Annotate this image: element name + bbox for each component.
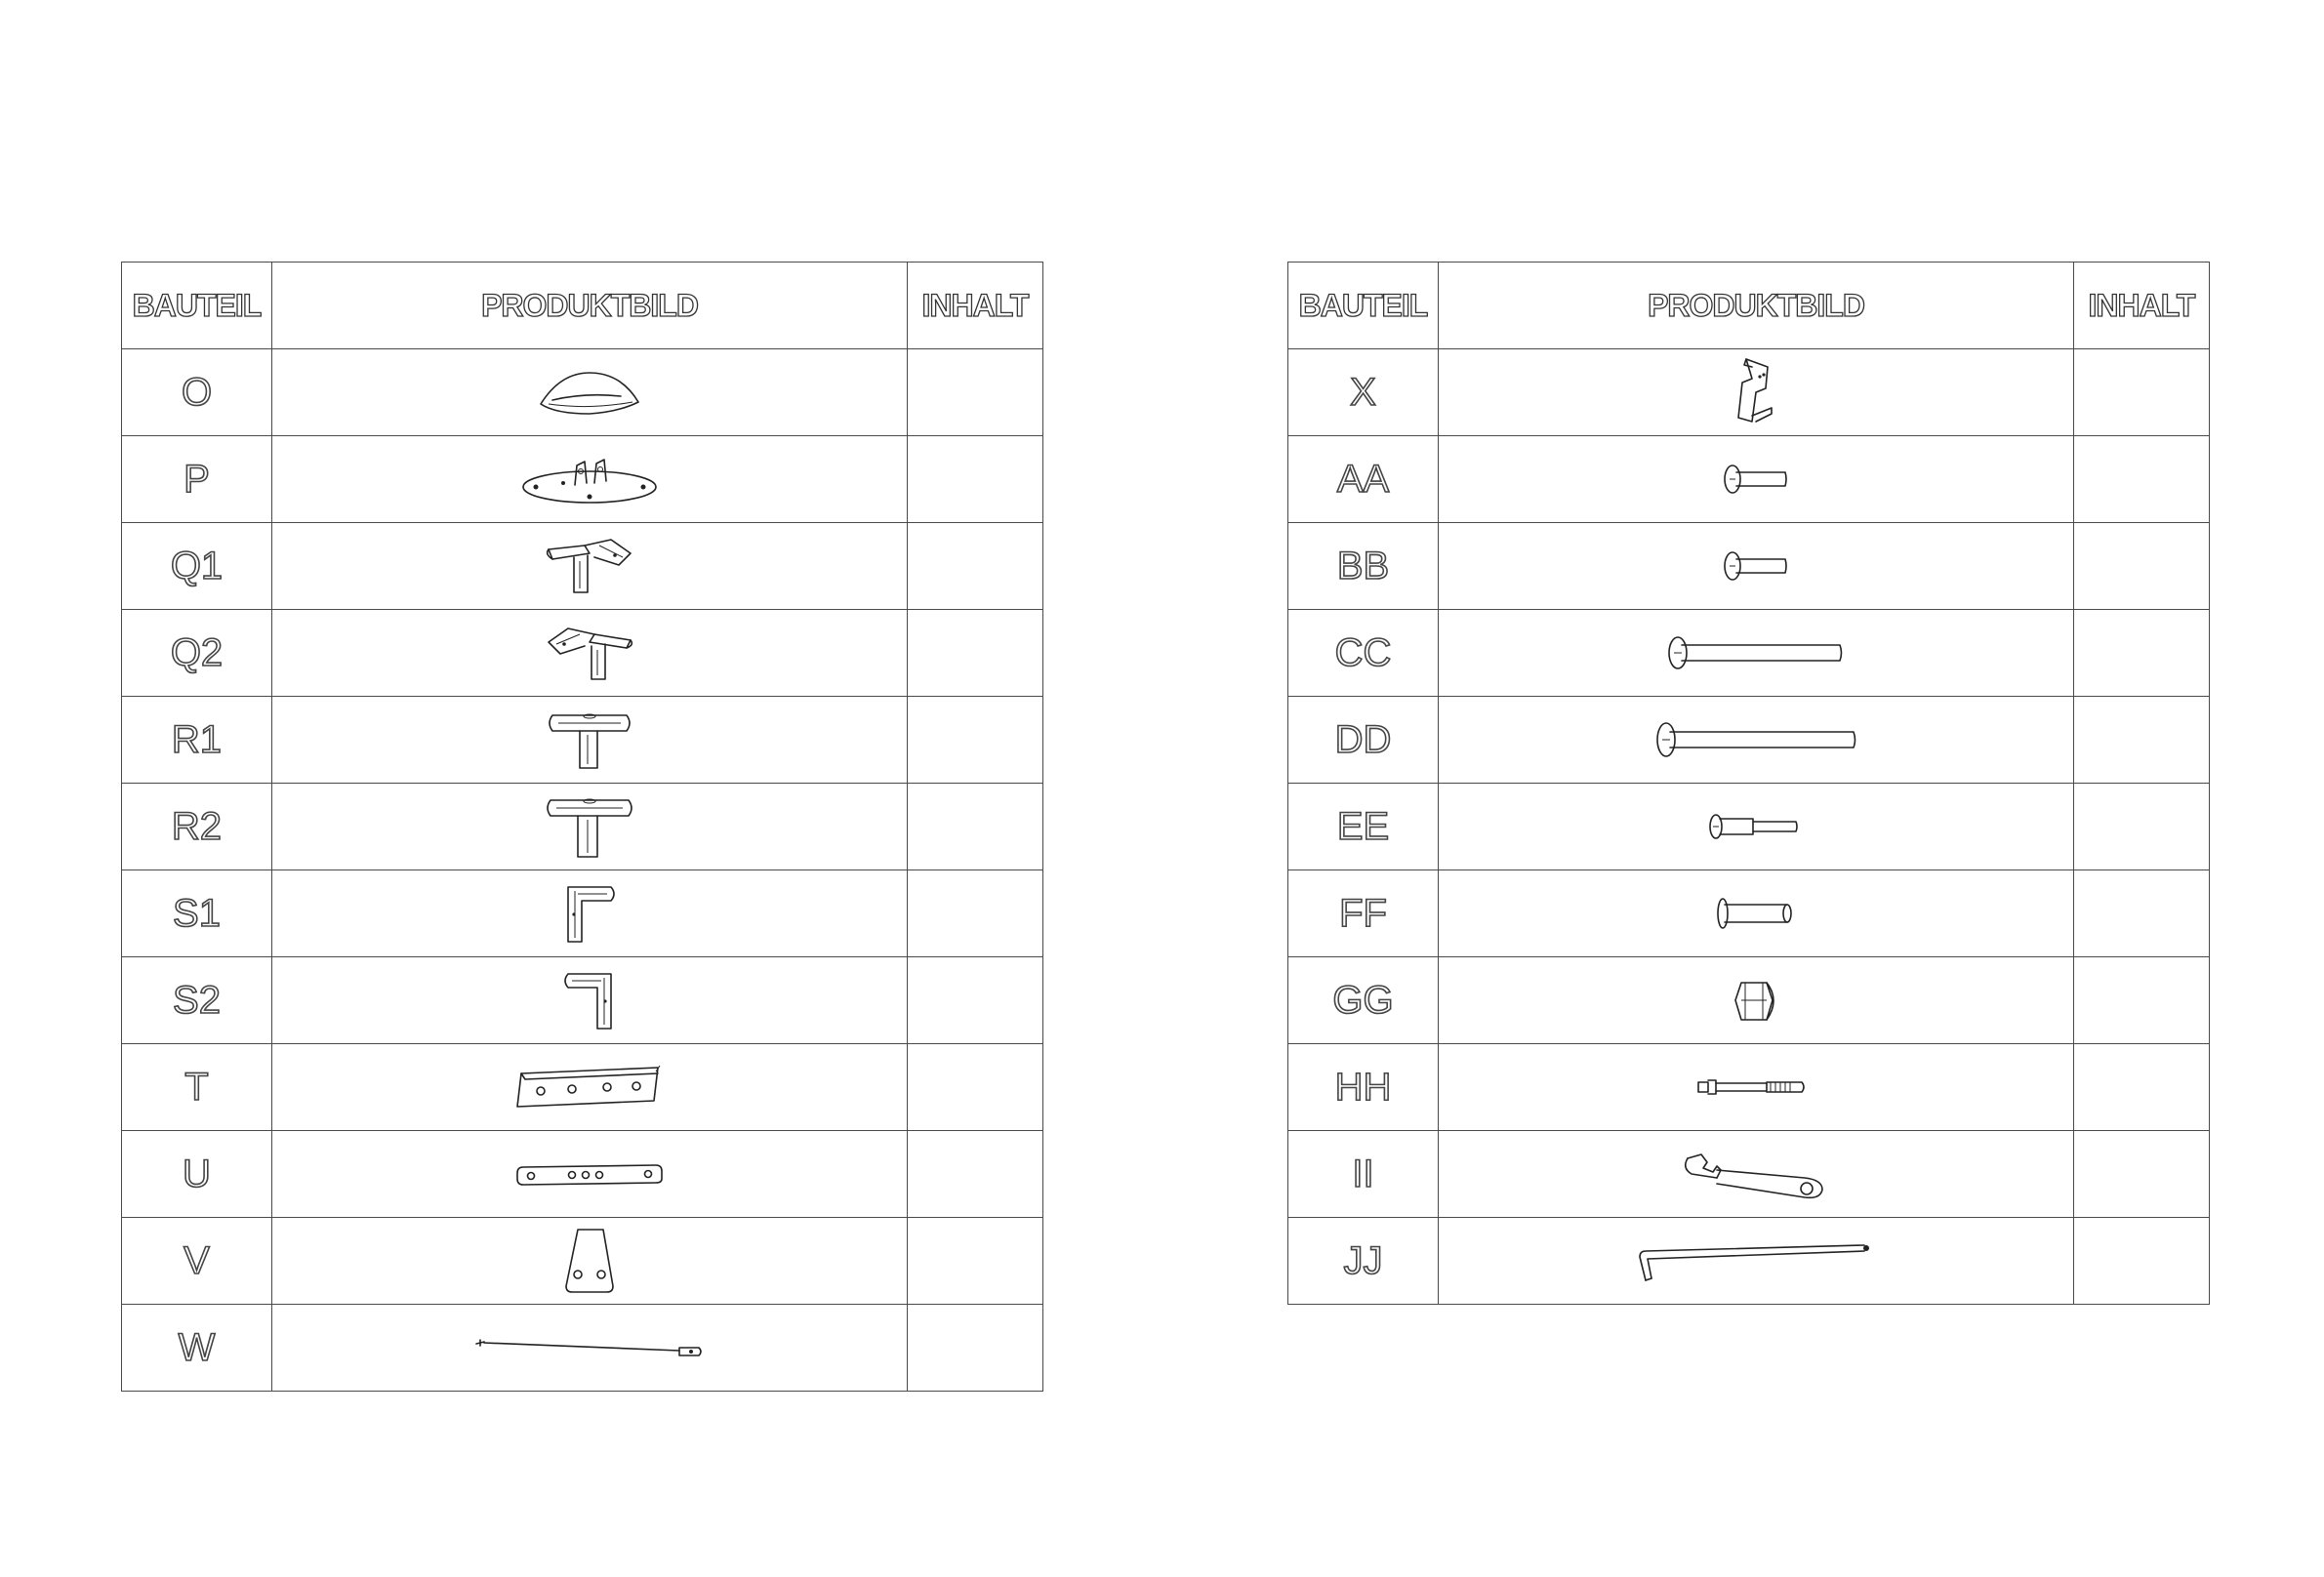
table-row bbox=[1288, 697, 2210, 784]
content-cell bbox=[2074, 957, 2210, 1044]
long-bolt-icon bbox=[1658, 628, 1854, 677]
header-image: PRODUKTBILD bbox=[272, 263, 908, 349]
table-row bbox=[1288, 957, 2210, 1044]
part-id: T bbox=[122, 1044, 272, 1131]
product-image bbox=[272, 436, 908, 523]
content-cell bbox=[2074, 349, 2210, 436]
content-cell bbox=[908, 1131, 1043, 1218]
part-id: JJ bbox=[1288, 1218, 1439, 1305]
table-row bbox=[1288, 1131, 2210, 1218]
product-image bbox=[1439, 523, 2074, 610]
cone-foot-icon bbox=[531, 363, 648, 422]
content-cell bbox=[2074, 1218, 2210, 1305]
content-cell bbox=[2074, 523, 2210, 610]
content-cell bbox=[908, 349, 1043, 436]
allen-key-icon bbox=[1634, 1232, 1878, 1290]
product-image bbox=[1439, 957, 2074, 1044]
product-image bbox=[1439, 436, 2074, 523]
part-id: GG bbox=[1288, 957, 1439, 1044]
t-connector-icon bbox=[541, 706, 638, 774]
short-bolt-icon bbox=[1717, 455, 1795, 504]
table-row bbox=[122, 610, 1043, 697]
part-id: W bbox=[122, 1305, 272, 1392]
product-image bbox=[272, 1131, 908, 1218]
part-id: FF bbox=[1288, 870, 1439, 957]
table-row bbox=[1288, 610, 2210, 697]
part-id: R2 bbox=[122, 784, 272, 870]
product-image bbox=[272, 870, 908, 957]
product-image bbox=[1439, 610, 2074, 697]
part-id: P bbox=[122, 436, 272, 523]
part-id: R1 bbox=[122, 697, 272, 784]
product-image bbox=[272, 1218, 908, 1305]
table-row bbox=[1288, 436, 2210, 523]
part-id: DD bbox=[1288, 697, 1439, 784]
corner-connector-icon bbox=[550, 966, 629, 1034]
corner-connector-icon bbox=[550, 879, 629, 948]
product-image bbox=[1439, 349, 2074, 436]
product-image bbox=[272, 349, 908, 436]
part-id: X bbox=[1288, 349, 1439, 436]
content-cell bbox=[908, 436, 1043, 523]
cross-connector-icon bbox=[541, 532, 638, 600]
part-id: Q1 bbox=[122, 523, 272, 610]
product-image bbox=[1439, 1131, 2074, 1218]
content-cell bbox=[2074, 784, 2210, 870]
header-row bbox=[122, 263, 1043, 349]
shield-plate-icon bbox=[550, 1222, 629, 1300]
table-row bbox=[122, 436, 1043, 523]
content-cell bbox=[908, 870, 1043, 957]
short-bolt-icon bbox=[1717, 542, 1795, 590]
product-image bbox=[272, 1044, 908, 1131]
product-image bbox=[272, 784, 908, 870]
part-id: BB bbox=[1288, 523, 1439, 610]
content-cell bbox=[2074, 697, 2210, 784]
content-cell bbox=[908, 957, 1043, 1044]
part-id: O bbox=[122, 349, 272, 436]
table-row bbox=[122, 697, 1043, 784]
content-cell bbox=[908, 784, 1043, 870]
sleeve-pin-icon bbox=[1707, 889, 1805, 938]
product-image bbox=[1439, 697, 2074, 784]
parts-table-right bbox=[1287, 262, 2210, 1305]
content-cell bbox=[908, 523, 1043, 610]
product-image bbox=[1439, 1044, 2074, 1131]
part-id: CC bbox=[1288, 610, 1439, 697]
content-cell bbox=[908, 697, 1043, 784]
header-content: INHALT bbox=[908, 263, 1043, 349]
table-row bbox=[1288, 870, 2210, 957]
content-cell bbox=[908, 1044, 1043, 1131]
table-row bbox=[122, 870, 1043, 957]
content-cell bbox=[908, 1305, 1043, 1392]
product-image bbox=[1439, 1218, 2074, 1305]
content-cell bbox=[2074, 1044, 2210, 1131]
header-part: BAUTEIL bbox=[1288, 263, 1439, 349]
table-row bbox=[1288, 1218, 2210, 1305]
part-id: S2 bbox=[122, 957, 272, 1044]
product-image bbox=[272, 610, 908, 697]
table-row bbox=[122, 349, 1043, 436]
product-image bbox=[272, 1305, 908, 1392]
table-row bbox=[122, 523, 1043, 610]
header-part: BAUTEIL bbox=[122, 263, 272, 349]
product-image bbox=[272, 697, 908, 784]
content-cell bbox=[908, 610, 1043, 697]
part-id: HH bbox=[1288, 1044, 1439, 1131]
table-row bbox=[122, 1044, 1043, 1131]
stepped-bolt-icon bbox=[1702, 802, 1810, 851]
table-row bbox=[1288, 1044, 2210, 1131]
tension-rod-icon bbox=[472, 1328, 707, 1367]
content-cell bbox=[2074, 1131, 2210, 1218]
part-id: Q2 bbox=[122, 610, 272, 697]
product-image bbox=[1439, 784, 2074, 870]
product-image bbox=[1439, 870, 2074, 957]
cross-connector-icon bbox=[541, 619, 638, 687]
content-cell bbox=[2074, 436, 2210, 523]
header-row bbox=[1288, 263, 2210, 349]
part-id: U bbox=[122, 1131, 272, 1218]
parts-table-left bbox=[121, 262, 1043, 1392]
content-cell bbox=[2074, 870, 2210, 957]
table-row bbox=[122, 957, 1043, 1044]
t-connector-icon bbox=[541, 792, 638, 861]
table-row bbox=[1288, 349, 2210, 436]
part-id: S1 bbox=[122, 870, 272, 957]
channel-bracket-icon bbox=[511, 1058, 668, 1116]
flat-bar-icon bbox=[511, 1150, 668, 1198]
cap-nut-icon bbox=[1722, 971, 1790, 1030]
part-id: V bbox=[122, 1218, 272, 1305]
table-row bbox=[122, 1218, 1043, 1305]
base-plate-icon bbox=[516, 450, 663, 508]
table-row bbox=[122, 784, 1043, 870]
product-image bbox=[272, 957, 908, 1044]
part-id: AA bbox=[1288, 436, 1439, 523]
wrench-icon bbox=[1678, 1145, 1834, 1203]
header-content: INHALT bbox=[2074, 263, 2210, 349]
content-cell bbox=[908, 1218, 1043, 1305]
table-row bbox=[122, 1305, 1043, 1392]
content-cell bbox=[2074, 610, 2210, 697]
table-row bbox=[122, 1131, 1043, 1218]
long-bolt-icon bbox=[1649, 715, 1863, 764]
hook-bracket-icon bbox=[1717, 353, 1795, 431]
part-id: EE bbox=[1288, 784, 1439, 870]
table-row bbox=[1288, 784, 2210, 870]
product-image bbox=[272, 523, 908, 610]
table-row bbox=[1288, 523, 2210, 610]
anchor-bolt-icon bbox=[1692, 1063, 1819, 1112]
part-id: II bbox=[1288, 1131, 1439, 1218]
header-image: PRODUKTBILD bbox=[1439, 263, 2074, 349]
